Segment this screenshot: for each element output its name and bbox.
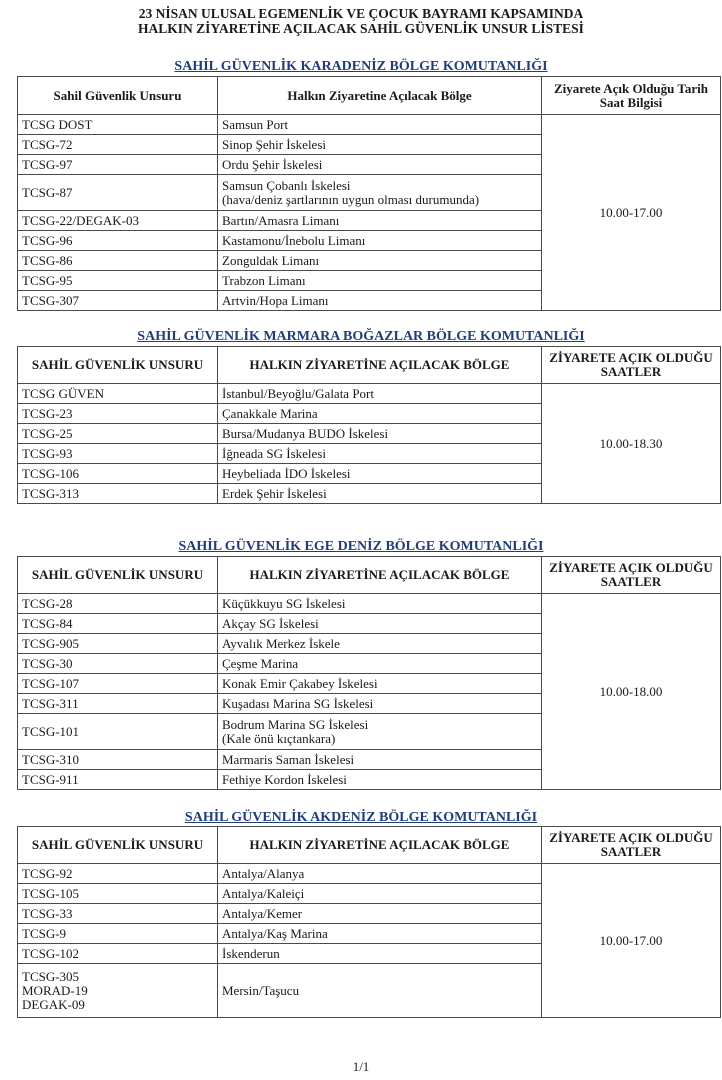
area-cell: Artvin/Hopa Limanı bbox=[218, 291, 542, 311]
area-cell: Heybeliada İDO İskelesi bbox=[218, 464, 542, 484]
area-cell: Çanakkale Marina bbox=[218, 404, 542, 424]
area-cell: İstanbul/Beyoğlu/Galata Port bbox=[218, 384, 542, 404]
page-number: 1/1 bbox=[352, 1059, 370, 1074]
unit-cell bbox=[18, 964, 218, 1018]
area-cell: Samsun Port bbox=[218, 115, 542, 135]
area-cell: Marmaris Saman İskelesi bbox=[218, 750, 542, 770]
table-row bbox=[18, 384, 721, 404]
table-row bbox=[18, 115, 721, 135]
area-cell: Zonguldak Limanı bbox=[218, 251, 542, 271]
unit-cell: TCSG DOST bbox=[18, 115, 218, 135]
unit-cell: TCSG-92 bbox=[18, 864, 218, 884]
area-cell: Sinop Şehir İskelesi bbox=[218, 135, 542, 155]
section-title-akdeniz: SAHİL GÜVENLİK AKDENİZ BÖLGE KOMUTANLIĞI bbox=[184, 810, 538, 825]
unit-cell: TCSG-28 bbox=[18, 594, 218, 614]
section-title-ege: SAHİL GÜVENLİK EGE DENİZ BÖLGE KOMUTANLIĞI bbox=[178, 539, 544, 554]
column-header-unit: Sahil Güvenlik Unsuru bbox=[18, 77, 218, 115]
column-header-area: HALKIN ZİYARETİNE AÇILACAK BÖLGE bbox=[218, 827, 542, 864]
area-cell: Antalya/Alanya bbox=[218, 864, 542, 884]
area-cell: İğneada SG İskelesi bbox=[218, 444, 542, 464]
table-header-row bbox=[18, 557, 721, 594]
area-cell: Antalya/Kemer bbox=[218, 904, 542, 924]
area-cell: Konak Emir Çakabey İskelesi bbox=[218, 674, 542, 694]
document-title bbox=[0, 6, 722, 36]
area-cell: Trabzon Limanı bbox=[218, 271, 542, 291]
area-cell: Ayvalık Merkez İskele bbox=[218, 634, 542, 654]
area-cell: Mersin/Taşucu bbox=[218, 964, 542, 1018]
column-header-area: HALKIN ZİYARETİNE AÇILACAK BÖLGE bbox=[218, 347, 542, 384]
unit-cell: TCSG-105 bbox=[18, 884, 218, 904]
column-header-unit: SAHİL GÜVENLİK UNSURU bbox=[18, 347, 218, 384]
table-header-row bbox=[18, 827, 721, 864]
column-header-hours: ZİYARETE AÇIK OLDUĞU SAATLER bbox=[542, 827, 721, 864]
area-cell: Fethiye Kordon İskelesi bbox=[218, 770, 542, 790]
column-header-hours: ZİYARETE AÇIK OLDUĞU SAATLER bbox=[542, 347, 721, 384]
unit-cell: TCSG-30 bbox=[18, 654, 218, 674]
column-header-hours: ZİYARETE AÇIK OLDUĞU SAATLER bbox=[542, 557, 721, 594]
hours-cell: 10.00-17.00 bbox=[542, 864, 721, 1018]
hours-cell: 10.00-17.00 bbox=[542, 115, 721, 311]
area-cell: Antalya/Kaleiçi bbox=[218, 884, 542, 904]
area-cell: Bursa/Mudanya BUDO İskelesi bbox=[218, 424, 542, 444]
unit-cell: TCSG-905 bbox=[18, 634, 218, 654]
area-cell: Akçay SG İskelesi bbox=[218, 614, 542, 634]
column-header-area: Halkın Ziyaretine Açılacak Bölge bbox=[218, 77, 542, 115]
table-marmara bbox=[17, 346, 721, 504]
table-karadeniz bbox=[17, 76, 721, 311]
column-header-unit: SAHİL GÜVENLİK UNSURU bbox=[18, 827, 218, 864]
section-title-karadeniz: SAHİL GÜVENLİK KARADENİZ BÖLGE KOMUTANLIĞI bbox=[174, 59, 548, 74]
area-cell: Bartın/Amasra Limanı bbox=[218, 211, 542, 231]
area-cell: İskenderun bbox=[218, 944, 542, 964]
unit-cell: TCSG-107 bbox=[18, 674, 218, 694]
column-header-hours: Ziyarete Açık Olduğu Tarih Saat Bilgisi bbox=[542, 77, 721, 115]
area-cell bbox=[218, 175, 542, 211]
table-akdeniz bbox=[17, 826, 721, 1018]
area-cell: Küçükkuyu SG İskelesi bbox=[218, 594, 542, 614]
unit-cell: TCSG-313 bbox=[18, 484, 218, 504]
area-cell: Ordu Şehir İskelesi bbox=[218, 155, 542, 175]
area-cell: Kastamonu/İnebolu Limanı bbox=[218, 231, 542, 251]
column-header-area: HALKIN ZİYARETİNE AÇILACAK BÖLGE bbox=[218, 557, 542, 594]
hours-cell: 10.00-18.00 bbox=[542, 594, 721, 790]
area-cell: Antalya/Kaş Marina bbox=[218, 924, 542, 944]
table-header-row bbox=[18, 347, 721, 384]
unit-cell: TCSG-72 bbox=[18, 135, 218, 155]
unit-cell: TCSG-22/DEGAK-03 bbox=[18, 211, 218, 231]
table-row bbox=[18, 594, 721, 614]
unit-cell: TCSG-101 bbox=[18, 714, 218, 750]
unit-cell: TCSG-23 bbox=[18, 404, 218, 424]
area-cell: Kuşadası Marina SG İskelesi bbox=[218, 694, 542, 714]
unit-cell: TCSG-95 bbox=[18, 271, 218, 291]
unit-cell: TCSG-102 bbox=[18, 944, 218, 964]
area-line-2: (Kale önü kıçtankara) bbox=[222, 730, 336, 746]
unit-cell: TCSG-307 bbox=[18, 291, 218, 311]
unit-cell: TCSG-33 bbox=[18, 904, 218, 924]
section-title-marmara: SAHİL GÜVENLİK MARMARA BOĞAZLAR BÖLGE KOMUTANLIĞI bbox=[137, 329, 585, 344]
unit-cell: TCSG-97 bbox=[18, 155, 218, 175]
unit-cell: TCSG-87 bbox=[18, 175, 218, 211]
unit-cell: TCSG-9 bbox=[18, 924, 218, 944]
area-line-1: Bodrum Marina SG İskelesi bbox=[222, 716, 369, 732]
area-cell bbox=[218, 714, 542, 750]
area-cell: Erdek Şehir İskelesi bbox=[218, 484, 542, 504]
table-header-row bbox=[18, 77, 721, 115]
unit-cell: TCSG-84 bbox=[18, 614, 218, 634]
document-title-line-1: 23 NİSAN ULUSAL EGEMENLİK VE ÇOCUK BAYRAMI KAPSAMINDA bbox=[138, 6, 584, 21]
area-line-2: (hava/deniz şartlarının uygun olması durumunda) bbox=[222, 191, 480, 207]
table-row bbox=[18, 864, 721, 884]
unit-cell: TCSG-911 bbox=[18, 770, 218, 790]
unit-cell: TCSG-311 bbox=[18, 694, 218, 714]
table-ege bbox=[17, 556, 721, 790]
unit-cell: TCSG-93 bbox=[18, 444, 218, 464]
column-header-unit: SAHİL GÜVENLİK UNSURU bbox=[18, 557, 218, 594]
unit-cell: TCSG-106 bbox=[18, 464, 218, 484]
unit-line-3: DEGAK-09 bbox=[22, 996, 85, 1012]
unit-cell: TCSG-86 bbox=[18, 251, 218, 271]
hours-cell: 10.00-18.30 bbox=[542, 384, 721, 504]
unit-cell: TCSG-96 bbox=[18, 231, 218, 251]
unit-cell: TCSG-310 bbox=[18, 750, 218, 770]
unit-line-1: TCSG-305 bbox=[22, 968, 80, 984]
unit-cell: TCSG GÜVEN bbox=[18, 384, 218, 404]
unit-cell: TCSG-25 bbox=[18, 424, 218, 444]
document-title-line-2: HALKIN ZİYARETİNE AÇILACAK SAHİL GÜVENLİK UNSUR LİSTESİ bbox=[138, 21, 584, 36]
area-line-1: Samsun Çobanlı İskelesi bbox=[222, 177, 351, 193]
unit-line-2: MORAD-19 bbox=[22, 982, 88, 998]
area-cell: Çeşme Marina bbox=[218, 654, 542, 674]
